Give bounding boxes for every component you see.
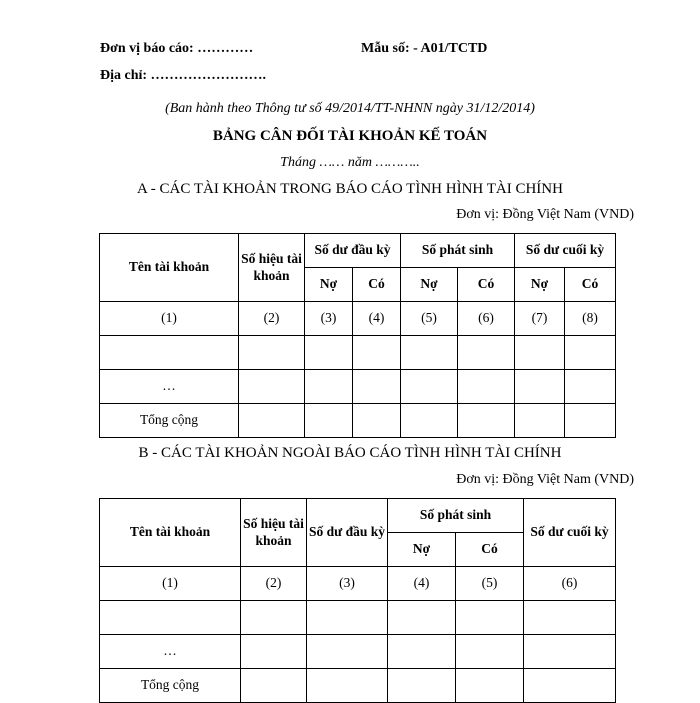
- column-number: (8): [565, 302, 616, 336]
- section-a-title: A - CÁC TÀI KHOẢN TRONG BÁO CÁO TÌNH HÌNH TÀI CHÍNH: [137, 181, 563, 197]
- section-a-table: [99, 233, 616, 438]
- table-row: [100, 370, 616, 404]
- table-row: [100, 336, 616, 370]
- address-label: Địa chỉ: …………………….: [100, 68, 267, 83]
- cell-ellipsis: …: [100, 370, 239, 404]
- header-debit: Nợ: [515, 268, 565, 302]
- column-number: (6): [458, 302, 515, 336]
- column-number: (2): [241, 567, 307, 601]
- column-number-row: [100, 302, 616, 336]
- header-account-name: Tên tài khoản: [100, 234, 239, 302]
- header-transactions: Số phát sinh: [388, 499, 524, 533]
- section-a-unit: Đơn vị: Đồng Việt Nam (VND): [456, 207, 634, 222]
- table-row: [100, 635, 616, 669]
- cell-account-name: [100, 601, 241, 635]
- header-credit: Có: [565, 268, 616, 302]
- cell-total-label: Tổng cộng: [100, 669, 241, 703]
- header-account-code: Số hiệu tài khoản: [241, 499, 307, 567]
- column-number: (3): [307, 567, 388, 601]
- column-number: (1): [100, 567, 241, 601]
- section-b-unit: Đơn vị: Đồng Việt Nam (VND): [456, 472, 634, 487]
- cell-total-label: Tổng cộng: [100, 404, 239, 438]
- cell-ellipsis: …: [100, 635, 241, 669]
- header-credit: Có: [456, 533, 524, 567]
- reporting-unit-label: Đơn vị báo cáo: …………: [100, 41, 254, 56]
- header-credit: Có: [458, 268, 515, 302]
- column-number: (7): [515, 302, 565, 336]
- header-debit: Nợ: [305, 268, 353, 302]
- header-account-name: Tên tài khoản: [100, 499, 241, 567]
- total-row: [100, 669, 616, 703]
- section-b-table: [99, 498, 616, 703]
- header-closing-balance: Số dư cuối kỳ: [515, 234, 616, 268]
- column-number: (2): [239, 302, 305, 336]
- column-number-row: [100, 567, 616, 601]
- column-number: (4): [388, 567, 456, 601]
- column-number: (6): [524, 567, 616, 601]
- document-title: BẢNG CÂN ĐỐI TÀI KHOẢN KẾ TOÁN: [212, 128, 488, 144]
- column-number: (5): [456, 567, 524, 601]
- column-number: (3): [305, 302, 353, 336]
- issuance-note: (Ban hành theo Thông tư số 49/2014/TT-NHNN ngày 31/12/2014): [165, 101, 535, 116]
- cell-account-name: [100, 336, 239, 370]
- column-number: (4): [353, 302, 401, 336]
- form-number-label: Mẫu số: - A01/TCTD: [361, 41, 488, 56]
- header-closing-balance: Số dư cuối kỳ: [524, 499, 616, 567]
- header-transactions: Số phát sinh: [401, 234, 515, 268]
- header-opening-balance: Số dư đầu kỳ: [305, 234, 401, 268]
- period-line: Tháng …… năm ………..: [280, 155, 420, 170]
- header-debit: Nợ: [388, 533, 456, 567]
- header-credit: Có: [353, 268, 401, 302]
- column-number: (5): [401, 302, 458, 336]
- header-debit: Nợ: [401, 268, 458, 302]
- column-number: (1): [100, 302, 239, 336]
- section-b-title: B - CÁC TÀI KHOẢN NGOÀI BÁO CÁO TÌNH HÌNH TÀI CHÍNH: [138, 445, 562, 461]
- total-row: [100, 404, 616, 438]
- header-account-code: Số hiệu tài khoản: [239, 234, 305, 302]
- table-row: [100, 601, 616, 635]
- header-opening-balance: Số dư đầu kỳ: [307, 499, 388, 567]
